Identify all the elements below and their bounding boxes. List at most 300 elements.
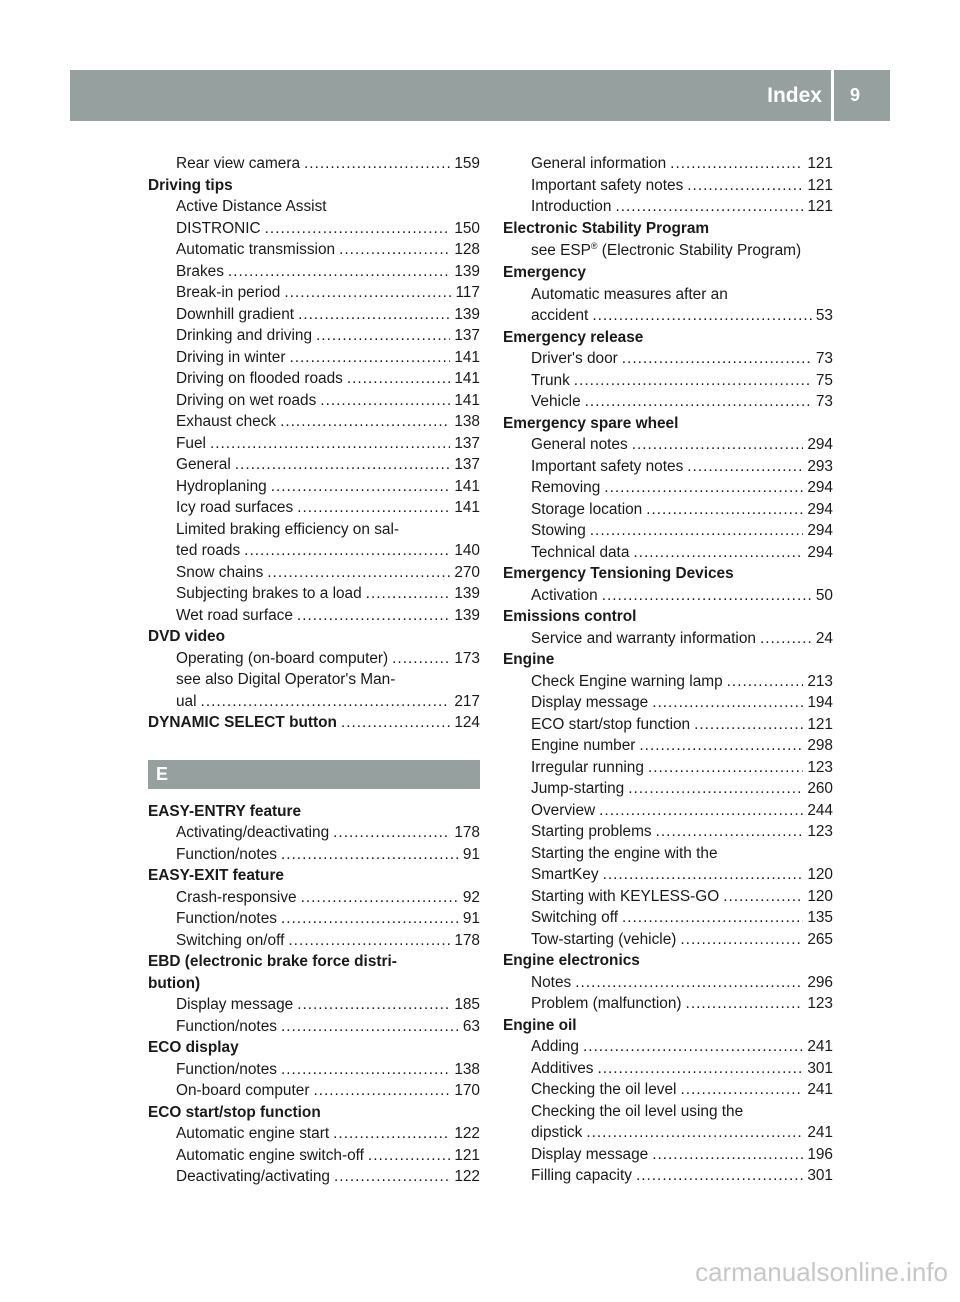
entry-text: Important safety notes (531, 176, 684, 194)
entry-text: Storage location (531, 500, 643, 518)
index-entry[interactable] (148, 390, 480, 412)
entry-text: Automatic engine switch-off (176, 1146, 364, 1164)
index-entry[interactable] (503, 864, 833, 886)
leader-dots (648, 757, 803, 779)
entry-text: Icy road surfaces (176, 499, 294, 516)
index-entry[interactable] (503, 907, 833, 929)
entry-text: ual (176, 692, 197, 710)
page-ref[interactable]: 194 (807, 694, 833, 711)
entry-text: Additives (531, 1059, 594, 1077)
index-entry[interactable] (503, 1122, 833, 1144)
index-entry[interactable] (148, 1166, 480, 1188)
leader-dots (680, 1079, 803, 1101)
page-ref[interactable]: 122 (454, 1125, 480, 1142)
entry-text: Notes (531, 973, 572, 991)
index-entry[interactable] (148, 1145, 480, 1167)
leader-dots (628, 778, 803, 800)
index-entry-line: Checking the oil level using the (531, 1102, 744, 1120)
page-ref[interactable]: 173 (454, 649, 480, 667)
leader-dots (590, 520, 804, 542)
page-ref[interactable]: 121 (807, 198, 833, 215)
entry-text: Automatic engine start (176, 1125, 330, 1142)
leader-dots (586, 1122, 803, 1144)
page-ref[interactable]: 138 (454, 413, 480, 430)
page-ref[interactable]: 296 (807, 973, 833, 991)
page-ref[interactable]: 294 (807, 479, 833, 496)
page-number: 9 (849, 85, 860, 105)
leader-dots (210, 433, 450, 455)
index-entry[interactable] (148, 282, 480, 304)
entry-text: Subjecting brakes to a load (176, 585, 362, 602)
entry-text: DYNAMIC SELECT button (148, 714, 337, 731)
leader-dots (271, 476, 451, 498)
page-ref[interactable]: 301 (807, 1167, 833, 1184)
page-ref[interactable]: 260 (807, 780, 833, 797)
entry-text: Important safety notes (531, 457, 684, 475)
entry-text: Downhill gradient (176, 305, 295, 323)
entry-text: Starting with KEYLESS-GO (531, 887, 720, 905)
page-ref[interactable]: 73 (815, 393, 833, 410)
leader-dots (670, 153, 803, 175)
index-entry[interactable] (503, 175, 833, 197)
page-ref[interactable]: 294 (807, 436, 833, 453)
index-entry[interactable] (503, 671, 833, 693)
page-ref[interactable]: 121 (807, 155, 833, 172)
header-divider (831, 70, 834, 121)
entry-text: ted roads (176, 542, 241, 559)
leader-dots (341, 712, 450, 734)
index-entry[interactable] (503, 153, 833, 175)
index-entry[interactable] (503, 714, 833, 736)
page-ref[interactable]: 139 (454, 305, 480, 323)
entry-text: Hydroplaning (176, 477, 267, 495)
leader-dots (281, 1059, 450, 1081)
see-text: see ESP (531, 242, 591, 259)
index-entry[interactable] (503, 628, 833, 650)
index-heading: Engine oil (503, 1016, 577, 1034)
entry-text: Break-in period (176, 284, 281, 301)
index-entry[interactable] (503, 370, 833, 392)
entry-text: Overview (531, 801, 596, 819)
entry-text: Function/notes (176, 1017, 277, 1035)
entry-text: General (176, 456, 231, 473)
index-entry[interactable] (503, 778, 833, 800)
entry-text: ECO start/stop function (531, 715, 691, 733)
leader-dots (686, 993, 804, 1015)
index-entry[interactable] (503, 993, 833, 1015)
leader-dots (727, 671, 804, 693)
leader-dots (244, 540, 450, 562)
index-heading: ECO display (148, 1039, 239, 1056)
page-ref[interactable]: 159 (454, 155, 480, 172)
page-ref[interactable]: 244 (807, 801, 833, 819)
entry-text: Driving on flooded roads (176, 370, 343, 387)
entry-text: Function/notes (176, 910, 277, 927)
leader-dots (585, 391, 812, 413)
leader-dots (656, 821, 804, 843)
entry-text: Switching on/off (176, 931, 285, 949)
leader-dots (599, 800, 803, 822)
page-ref[interactable]: 123 (807, 758, 833, 776)
leader-dots (281, 844, 459, 866)
page-ref[interactable]: 294 (807, 500, 833, 518)
index-entry[interactable] (148, 583, 480, 605)
index-heading: Emissions control (503, 608, 637, 625)
page-ref[interactable]: 178 (454, 824, 480, 841)
index-entry[interactable] (148, 153, 480, 175)
entry-text: On-board computer (176, 1082, 310, 1099)
index-heading: Driving tips (148, 176, 233, 194)
index-column-right (503, 153, 833, 1187)
index-entry[interactable] (148, 239, 480, 261)
entry-text: Exhaust check (176, 413, 277, 430)
entry-text: Driving in winter (176, 348, 286, 366)
leader-dots (652, 692, 803, 714)
index-entry[interactable] (148, 476, 480, 498)
index-entry[interactable] (503, 1036, 833, 1058)
page-ref[interactable]: 138 (454, 1060, 480, 1078)
index-heading: DVD video (148, 628, 225, 645)
leader-dots (583, 1036, 803, 1058)
page-ref[interactable]: 92 (462, 888, 480, 906)
entry-text: Function/notes (176, 845, 277, 863)
index-entry[interactable] (503, 800, 833, 822)
page-ref[interactable]: 170 (454, 1082, 480, 1099)
leader-dots (652, 1144, 803, 1166)
index-entry-line: see also Digital Operator's Man- (176, 671, 396, 688)
page-ref[interactable]: 185 (454, 996, 480, 1013)
index-entry[interactable] (148, 691, 480, 713)
page-ref[interactable]: 24 (815, 629, 833, 647)
entry-text: Stowing (531, 522, 586, 539)
leader-dots (615, 196, 803, 218)
entry-text: General notes (531, 436, 628, 453)
leader-dots (639, 735, 803, 757)
watermark: carmanualsonline.info (695, 1257, 948, 1287)
index-heading: EBD (electronic brake force distri- (148, 953, 397, 970)
entry-text: Trunk (531, 371, 570, 389)
entry-text: Switching off (531, 909, 618, 926)
page-ref[interactable]: 196 (807, 1145, 833, 1163)
index-entry[interactable] (503, 757, 833, 779)
index-entry[interactable] (503, 972, 833, 994)
index-heading: Emergency (503, 264, 586, 281)
entry-text: Display message (531, 694, 649, 711)
index-entry[interactable] (148, 562, 480, 584)
leader-dots (304, 153, 450, 175)
leader-dots (575, 972, 803, 994)
index-entry[interactable] (148, 368, 480, 390)
entry-text: Removing (531, 479, 601, 496)
entry-text: Brakes (176, 262, 224, 280)
index-entry[interactable] (503, 499, 833, 521)
page-ref[interactable]: 135 (807, 909, 833, 926)
index-entry[interactable] (148, 540, 480, 562)
entry-text: Fuel (176, 434, 206, 452)
page-ref[interactable]: 121 (454, 1146, 480, 1164)
index-entry[interactable] (148, 497, 480, 519)
page-ref[interactable]: 120 (807, 866, 833, 883)
index-entry[interactable] (148, 325, 480, 347)
entry-text: Display message (531, 1145, 649, 1163)
page-ref[interactable]: 123 (807, 995, 833, 1012)
page-ref[interactable]: 213 (807, 672, 833, 690)
page-ref[interactable]: 139 (454, 585, 480, 602)
index-entry[interactable] (148, 1123, 480, 1145)
page-ref[interactable]: 293 (807, 457, 833, 475)
entry-text: Technical data (531, 543, 630, 561)
page-ref[interactable]: 117 (455, 284, 480, 301)
index-entry-line: Automatic measures after an (531, 285, 728, 303)
index-entry[interactable] (503, 456, 833, 478)
index-heading: Engine (503, 651, 555, 668)
page-header (70, 70, 890, 121)
index-entry-line: Starting the engine with the (531, 844, 718, 862)
index-entry[interactable] (148, 433, 480, 455)
index-entry[interactable] (148, 347, 480, 369)
entry-text: Activation (531, 586, 598, 604)
entry-text: Vehicle (531, 393, 581, 410)
page-ref[interactable]: 141 (454, 477, 480, 495)
section-title: Index (767, 84, 822, 107)
index-entry[interactable] (148, 411, 480, 433)
page-ref[interactable]: 139 (454, 262, 480, 280)
leader-dots (334, 1166, 450, 1188)
page-ref[interactable]: 53 (815, 307, 833, 324)
index-entry-line: Active Distance Assist (176, 198, 327, 215)
page-ref[interactable]: 294 (807, 522, 833, 539)
leader-dots (597, 1058, 803, 1080)
index-entry[interactable] (503, 929, 833, 951)
page-ref[interactable]: 137 (454, 434, 480, 452)
entry-text: Service and warranty information (531, 629, 756, 647)
entry-text: General information (531, 155, 667, 172)
entry-text: Automatic transmission (176, 241, 336, 258)
index-entry[interactable] (503, 477, 833, 499)
leader-dots (646, 499, 803, 521)
index-entry[interactable] (503, 391, 833, 413)
leader-dots (201, 691, 451, 713)
index-heading: Emergency release (503, 328, 644, 346)
index-heading: Engine electronics (503, 952, 640, 969)
index-entry[interactable] (148, 908, 480, 930)
index-entry[interactable] (503, 735, 833, 757)
page-ref[interactable]: 217 (454, 692, 480, 710)
entry-text: accident (531, 307, 589, 324)
entry-text: DISTRONIC (176, 219, 261, 237)
entry-text: Filling capacity (531, 1167, 632, 1184)
leader-dots (392, 648, 450, 670)
leader-dots (633, 542, 803, 564)
leader-dots (723, 886, 803, 908)
leader-dots (289, 347, 450, 369)
index-heading: Emergency spare wheel (503, 414, 679, 432)
index-column-left (148, 153, 480, 1188)
index-entry[interactable] (148, 454, 480, 476)
index-entry[interactable] (148, 304, 480, 326)
leader-dots (680, 929, 803, 951)
entry-text: Problem (malfunction) (531, 995, 682, 1012)
leader-dots (622, 348, 812, 370)
leader-dots (592, 305, 812, 327)
page-ref[interactable]: 137 (454, 456, 480, 473)
leader-dots (368, 1145, 450, 1167)
page-ref[interactable]: 241 (807, 1038, 833, 1055)
page-ref[interactable]: 73 (815, 350, 833, 367)
leader-dots (603, 864, 804, 886)
entry-text: Irregular running (531, 758, 644, 776)
index-entry[interactable] (148, 822, 480, 844)
index-entry-line: Limited braking efficiency on sal- (176, 520, 399, 538)
index-entry[interactable] (148, 1059, 480, 1081)
leader-dots (298, 304, 450, 326)
entry-text: Engine number (531, 737, 636, 754)
page-ref[interactable]: 120 (807, 887, 833, 905)
leader-dots (297, 605, 450, 627)
registered-mark: ® (590, 240, 598, 251)
leader-dots (636, 1165, 803, 1187)
leader-dots (316, 325, 450, 347)
leader-dots (301, 887, 459, 909)
leader-dots (297, 994, 450, 1016)
leader-dots (366, 583, 451, 605)
leader-dots (320, 390, 450, 412)
page-ref[interactable]: 121 (807, 715, 833, 733)
leader-dots (313, 1080, 450, 1102)
page-ref[interactable]: 50 (815, 586, 833, 604)
index-entry[interactable] (503, 520, 833, 542)
index-entry[interactable] (148, 1080, 480, 1102)
index-entry[interactable] (148, 994, 480, 1016)
leader-dots (267, 562, 450, 584)
index-entry[interactable] (148, 261, 480, 283)
leader-dots (622, 907, 803, 929)
index-heading: Emergency Tensioning Devices (503, 565, 734, 582)
leader-dots (281, 1016, 459, 1038)
page-ref[interactable]: 241 (807, 1124, 833, 1141)
page-ref[interactable]: 139 (454, 606, 480, 624)
index-entry[interactable] (503, 542, 833, 564)
page-ref[interactable]: 141 (454, 391, 480, 409)
page-ref[interactable]: 128 (454, 241, 480, 258)
entry-text: Driving on wet roads (176, 391, 317, 409)
page-ref[interactable]: 124 (454, 714, 480, 731)
leader-dots (604, 477, 803, 499)
entry-text: Display message (176, 996, 294, 1013)
index-entry[interactable] (503, 1144, 833, 1166)
index-heading: ECO start/stop function (148, 1103, 321, 1121)
index-entry[interactable] (503, 692, 833, 714)
entry-text: Tow-starting (vehicle) (531, 930, 677, 948)
entry-text: Snow chains (176, 563, 264, 581)
page-ref[interactable]: 270 (454, 563, 480, 581)
index-entry[interactable] (503, 1058, 833, 1080)
page-ref[interactable]: 241 (807, 1081, 833, 1098)
leader-dots (602, 585, 812, 607)
leader-dots (284, 282, 451, 304)
index-entry[interactable] (148, 712, 480, 734)
leader-dots (687, 175, 803, 197)
page-ref[interactable]: 140 (454, 542, 480, 559)
entry-text: Drinking and driving (176, 327, 313, 344)
page-ref[interactable]: 301 (807, 1059, 833, 1077)
page-ref[interactable]: 75 (815, 371, 833, 389)
page-ref[interactable]: 294 (807, 543, 833, 561)
page-ref[interactable]: 91 (462, 845, 480, 863)
page-ref[interactable]: 178 (454, 931, 480, 949)
index-entry[interactable] (148, 1016, 480, 1038)
entry-text: SmartKey (531, 866, 599, 883)
index-entry[interactable] (503, 821, 833, 843)
entry-text: Crash-responsive (176, 888, 297, 906)
page-ref[interactable]: 141 (454, 370, 480, 387)
index-entry[interactable] (148, 605, 480, 627)
entry-text: Check Engine warning lamp (531, 672, 723, 690)
index-entry[interactable] (148, 218, 480, 240)
index-see-reference[interactable] (503, 239, 833, 262)
page-ref[interactable]: 141 (454, 499, 480, 516)
index-entry[interactable] (503, 305, 833, 327)
leader-dots (632, 434, 804, 456)
entry-text: Operating (on-board computer) (176, 649, 389, 667)
see-target[interactable]: (Electronic Stability Program) (597, 242, 802, 259)
leader-dots (265, 218, 451, 240)
index-entry[interactable] (503, 585, 833, 607)
entry-text: Starting problems (531, 823, 652, 840)
index-entry[interactable] (503, 348, 833, 370)
index-entry[interactable] (503, 434, 833, 456)
leader-dots (333, 1123, 450, 1145)
index-heading: bution) (148, 974, 201, 992)
page-ref[interactable]: 298 (807, 737, 833, 754)
index-entry[interactable] (148, 887, 480, 909)
index-entry[interactable] (503, 1079, 833, 1101)
index-entry[interactable] (503, 196, 833, 218)
index-entry[interactable] (503, 886, 833, 908)
leader-dots (687, 456, 803, 478)
index-entry[interactable] (503, 1165, 833, 1187)
leader-dots (281, 908, 459, 930)
entry-text: Wet road surface (176, 606, 293, 624)
entry-text: Checking the oil level (531, 1081, 677, 1098)
leader-dots (574, 370, 812, 392)
entry-text: Adding (531, 1038, 579, 1055)
entry-text: Deactivating/activating (176, 1168, 330, 1185)
page-ref[interactable]: 122 (454, 1168, 480, 1185)
entry-text: Rear view camera (176, 155, 301, 172)
page-ref[interactable]: 121 (807, 176, 833, 194)
index-entry[interactable] (148, 844, 480, 866)
entry-text: dipstick (531, 1124, 583, 1141)
leader-dots (228, 261, 450, 283)
index-entry[interactable] (148, 648, 480, 670)
page-ref[interactable]: 137 (454, 327, 480, 344)
page-ref[interactable]: 91 (462, 910, 480, 927)
leader-dots (297, 497, 450, 519)
leader-dots (288, 930, 450, 952)
page-ref[interactable]: 150 (454, 219, 480, 237)
page-ref[interactable]: 63 (462, 1017, 480, 1035)
page-ref[interactable]: 123 (807, 823, 833, 840)
letter-section-header: E (148, 760, 480, 789)
page-ref[interactable]: 265 (807, 930, 833, 948)
leader-dots (760, 628, 812, 650)
page-ref[interactable]: 141 (454, 348, 480, 366)
index-entry[interactable] (148, 930, 480, 952)
entry-text: Function/notes (176, 1060, 277, 1078)
entry-text: Activating/deactivating (176, 824, 330, 841)
leader-dots (333, 822, 450, 844)
